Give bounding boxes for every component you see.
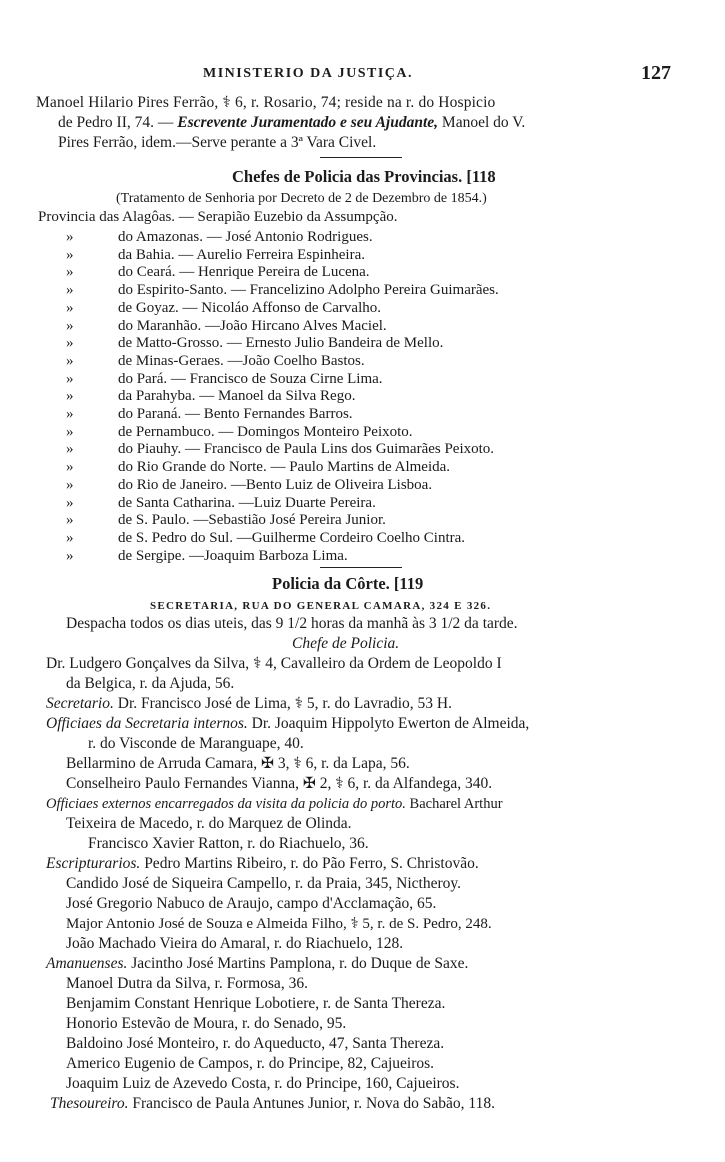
officiaes-externos-text: Bacharel Arthur xyxy=(409,796,503,812)
escripturarios-line xyxy=(46,854,479,874)
ditto-mark: » xyxy=(66,423,74,440)
province-chief-text: de S. Pedro do Sul. —Guilherme Cordeiro Coelho Cintra. xyxy=(118,529,466,546)
secretario-label: Secretario. xyxy=(46,695,114,712)
chefe-heading: Chefe de Policia. xyxy=(292,635,400,652)
page-number: 127 xyxy=(641,62,671,84)
running-title: MINISTERIO DA JUSTIÇA. xyxy=(203,66,413,81)
despacha-line: Despacha todos os dias uteis, das 9 1/2 horas da manhã às 3 1/2 da tarde. xyxy=(66,615,518,632)
ditto-mark: » xyxy=(66,352,74,369)
province-chief-text: de Sergipe. —Joaquim Barboza Lima. xyxy=(118,547,348,564)
ditto-mark: » xyxy=(66,299,74,316)
amanuenses-text: Jacintho José Martins Pamplona, r. do Duque de Saxe. xyxy=(131,955,469,972)
intro-line-2-italic: Escrevente Juramentado e seu Ajudante, xyxy=(177,114,439,131)
officiaes-externos-line xyxy=(46,794,503,814)
intro-line-2-b: Manoel do V. xyxy=(441,114,526,131)
province-chief-text: de Minas-Geraes. —João Coelho Bastos. xyxy=(118,352,365,369)
province-first-text: Provincia das Alagôas. — Serapião Euzebio da Assumpção. xyxy=(38,209,398,225)
amanuenses-label: Amanuenses. xyxy=(46,955,128,972)
thesoureiro-text: Francisco de Paula Antunes Junior, r. Nova do Sabão, 118. xyxy=(132,1095,495,1112)
ditto-mark: » xyxy=(66,406,74,422)
intro-line-1: Manoel Hilario Pires Ferrão, ⚕ 6, r. Rosario, 74; reside na r. do Hospicio xyxy=(36,94,496,111)
line-7: Conselheiro Paulo Fernandes Vianna, ✠ 2, ⚕ 6, r. da Alfandega, 340. xyxy=(66,775,493,792)
line-6: Bellarmino de Arruda Camara, ✠ 3, ⚕ 6, r. da Lapa, 56. xyxy=(66,755,410,772)
province-chief-text: do Ceará. — Henrique Pereira de Lucena. xyxy=(118,264,370,281)
line-19: Honorio Estevão de Moura, r. do Senado, 95. xyxy=(66,1015,347,1032)
ditto-mark: » xyxy=(66,264,74,281)
ditto-mark: » xyxy=(66,246,74,263)
ditto-mark: » xyxy=(66,317,74,334)
line-17: Manoel Dutra da Silva, r. Formosa, 36. xyxy=(66,975,308,992)
line-21: Americo Eugenio de Campos, r. do Principe, 82, Cajueiros. xyxy=(66,1055,435,1072)
ditto-mark: » xyxy=(66,282,74,299)
province-chief-text: de S. Paulo. —Sebastião José Pereira Junior. xyxy=(118,512,386,529)
line-22: Joaquim Luiz de Azevedo Costa, r. do Principe, 160, Cajueiros. xyxy=(66,1075,460,1092)
province-chief-text: do Espirito-Santo. — Francelizino Adolpho Pereira Guimarães. xyxy=(118,282,499,299)
ditto-mark: » xyxy=(66,494,74,511)
province-chief-text: de Santa Catharina. —Luiz Duarte Pereira. xyxy=(118,494,376,511)
secretario-text: Dr. Francisco José de Lima, ⚕ 5, r. do Lavradio, 53 H. xyxy=(117,695,452,712)
province-chief-text: da Parahyba. — Manoel da Silva Rego. xyxy=(118,388,356,405)
ditto-mark: » xyxy=(66,335,74,352)
chefes-title: Chefes de Policia das Provincias. [118 xyxy=(232,167,496,186)
province-chief-text: do Paraná. — Bento Fernandes Barros. xyxy=(118,406,353,422)
province-chief-text: do Pará. — Francisco de Souza Cirne Lima. xyxy=(118,370,383,387)
officiaes-externos-label: Officiaes externos encarregados da visita da policia do porto. xyxy=(46,796,406,812)
province-chief-text: do Rio de Janeiro. —Bento Luiz de Oliveira Lisboa. xyxy=(118,476,433,493)
intro-line-2 xyxy=(58,113,525,133)
thesoureiro-line xyxy=(50,1094,495,1114)
thesoureiro-label: Thesoureiro. xyxy=(50,1095,129,1112)
corte-title: Policia da Côrte. [119 xyxy=(272,574,424,593)
ditto-mark: » xyxy=(66,512,74,529)
line-5: r. do Visconde de Maranguape, 40. xyxy=(88,735,304,752)
ditto-mark: » xyxy=(66,388,74,405)
province-chief-text: do Amazonas. — José Antonio Rodrigues. xyxy=(118,229,373,245)
ditto-mark: » xyxy=(66,229,74,245)
ditto-mark: » xyxy=(66,441,74,458)
province-chief-text: de Goyaz. — Nicoláo Affonso de Carvalho. xyxy=(118,299,381,316)
line-20: Baldoino José Monteiro, r. do Aqueducto, 47, Santa Thereza. xyxy=(66,1035,445,1052)
ditto-mark: » xyxy=(66,459,74,476)
officiaes-internos-line xyxy=(46,714,529,734)
line-12: Candido José de Siqueira Campello, r. da Praia, 345, Nictheroy. xyxy=(66,875,462,892)
escripturarios-label: Escripturarios. xyxy=(46,855,141,872)
line-10: Francisco Xavier Ratton, r. do Riachuelo, 36. xyxy=(88,835,369,852)
secretario-line xyxy=(46,694,452,714)
line-14: Major Antonio José de Souza e Almeida Filho, ⚕ 5, r. de S. Pedro, 248. xyxy=(66,916,492,932)
line-9: Teixeira de Macedo, r. do Marquez de Olinda. xyxy=(66,815,352,832)
officiaes-internos-label: Officiaes da Secretaria internos. xyxy=(46,715,248,732)
ditto-mark: » xyxy=(66,529,74,546)
intro-line-2-a: de Pedro II, 74. — xyxy=(58,114,174,131)
secretaria-address: SECRETARIA, RUA DO GENERAL CAMARA, 324 E 326. xyxy=(150,600,492,612)
line-18: Benjamim Constant Henrique Lobotiere, r. de Santa Thereza. xyxy=(66,995,446,1012)
province-chief-text: da Bahia. — Aurelio Ferreira Espinheira. xyxy=(118,246,366,263)
ditto-mark: » xyxy=(66,547,74,564)
divider xyxy=(320,157,402,158)
chefe-line-2: da Belgica, r. da Ajuda, 56. xyxy=(66,675,235,692)
line-15: João Machado Vieira do Amaral, r. do Riachuelo, 128. xyxy=(66,935,404,952)
divider xyxy=(320,567,402,568)
officiaes-internos-text: Dr. Joaquim Hippolyto Ewerton de Almeida, xyxy=(251,715,530,732)
province-chief-text: do Maranhão. —João Hircano Alves Maciel. xyxy=(118,317,387,334)
province-chief-text: de Matto-Grosso. — Ernesto Julio Bandeira de Mello. xyxy=(118,335,444,352)
escripturarios-text: Pedro Martins Ribeiro, r. do Pão Ferro, S. Christovão. xyxy=(144,855,479,872)
intro-line-3: Pires Ferrão, idem.—Serve perante a 3ª Vara Civel. xyxy=(58,134,377,151)
province-chief-text: do Piauhy. — Francisco de Paula Lins dos Guimarães Peixoto. xyxy=(118,441,495,458)
chefes-subtitle: (Tratamento de Senhoria por Decreto de 2 de Dezembro de 1854.) xyxy=(116,191,487,206)
amanuenses-line xyxy=(46,954,468,974)
ditto-mark: » xyxy=(66,370,74,387)
chefe-line-1: Dr. Ludgero Gonçalves da Silva, ⚕ 4, Cavalleiro da Ordem de Leopoldo I xyxy=(46,655,502,672)
line-13: José Gregorio Nabuco de Araujo, campo d'Acclamação, 65. xyxy=(66,895,437,912)
province-chief-text: de Pernambuco. — Domingos Monteiro Peixoto. xyxy=(118,423,413,440)
province-chief-text: do Rio Grande do Norte. — Paulo Martins de Almeida. xyxy=(118,459,451,476)
ditto-mark: » xyxy=(66,476,74,493)
